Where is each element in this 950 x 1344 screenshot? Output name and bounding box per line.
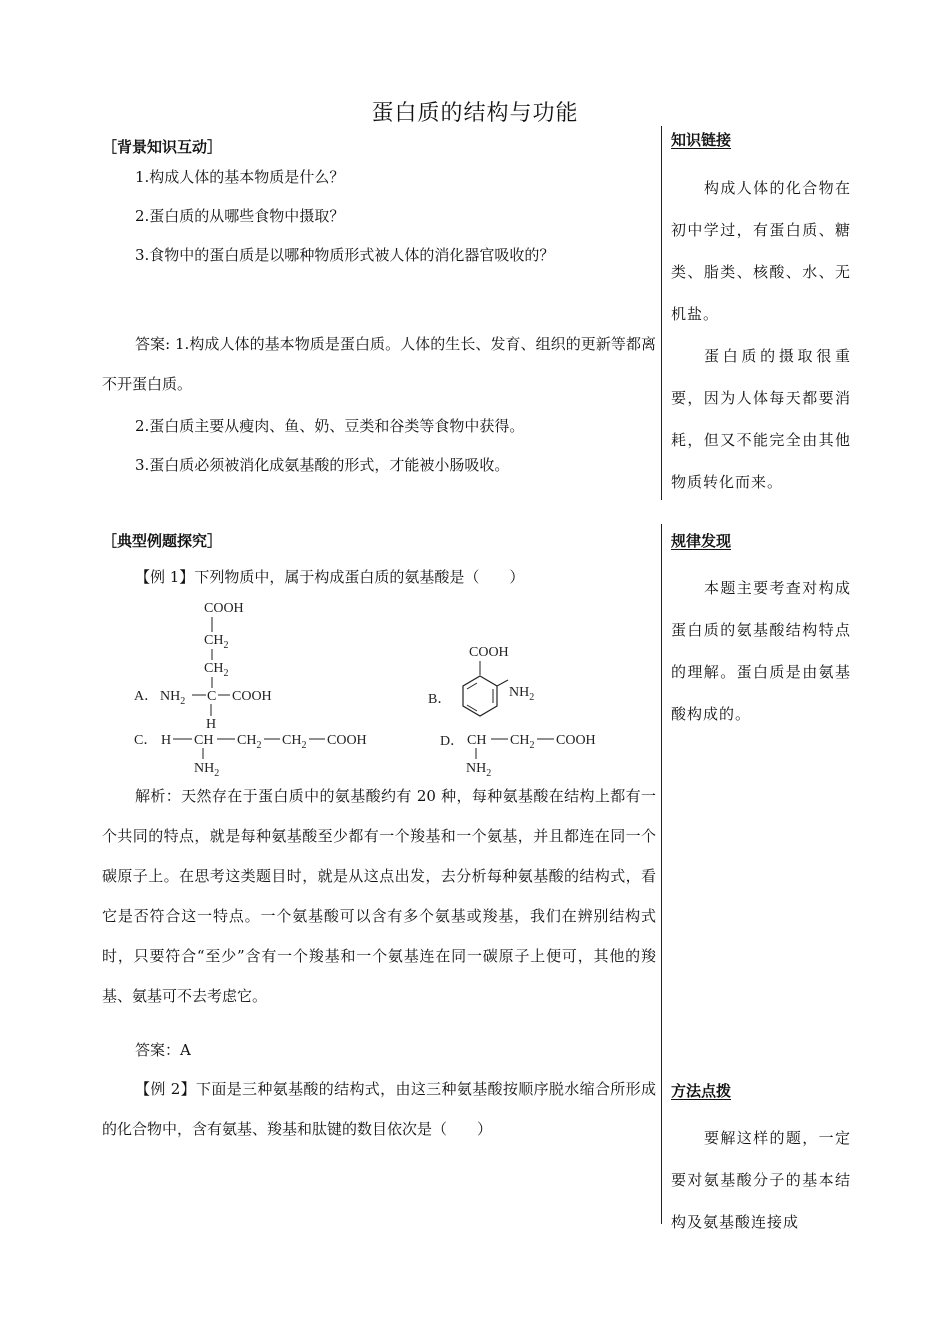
sidebar-method-tips	[671, 1080, 851, 1243]
c-hydrogen: H	[161, 733, 172, 748]
a-cooh-right: COOH	[232, 689, 272, 704]
d-ch: CH	[467, 733, 487, 748]
option-a-label: A．	[134, 689, 159, 704]
c-nh2: $NH_2$	[194, 761, 220, 779]
d-cooh: COOH	[556, 733, 596, 748]
d-nh2: $NH_2$	[466, 761, 492, 779]
example-1-text: 下列物质中，属于构成蛋白质的氨基酸是（ ）	[194, 568, 525, 586]
example-1-label: 【例 1】	[135, 568, 195, 586]
a-cooh-top: COOH	[204, 601, 244, 616]
sidebar-paragraph: 本题主要考查对构成蛋白质的氨基酸结构特点的理解。蛋白质是由氨基酸构成的。	[671, 579, 851, 723]
page-title: 蛋白质的结构与功能	[371, 101, 579, 126]
sidebar-paragraph: 构成人体的化合物在初中学过，有蛋白质、糖类、脂类、核酸、水、无机盐。	[671, 179, 851, 323]
c-ch2-1: $CH_2$	[237, 733, 262, 751]
b-nh2: $NH_2$	[509, 685, 535, 703]
example-2-question	[102, 1069, 656, 1149]
section-heading-background: ［背景知识互动］	[102, 138, 223, 156]
c-cooh: COOH	[327, 733, 367, 748]
example-1-question	[102, 557, 656, 597]
benzene-ring	[463, 676, 497, 716]
answer-3: 3.蛋白质必须被消化成氨基酸的形式，才能被小肠吸收。	[135, 456, 510, 474]
question-2: 2.蛋白质的从哪些食物中摄取？	[135, 207, 345, 225]
example-2-label: 【例 2】	[135, 1080, 197, 1098]
option-c-label: C．	[134, 733, 158, 748]
b-cooh: COOH	[469, 645, 509, 660]
example-2-text: 下面是三种氨基酸的结构式，由这三种氨基酸按顺序脱水缩合所形成的化合物中，含有氨基、羧基和肽键的数目依次是（ ）	[102, 1080, 656, 1138]
a-central-carbon: C	[207, 689, 217, 704]
question-1: 1.构成人体的基本物质是什么？	[135, 168, 345, 186]
option-b-label: B．	[428, 692, 452, 707]
column-divider-1	[661, 126, 662, 500]
example-1-analysis: 解析：天然存在于蛋白质中的氨基酸约有 20 种，每种氨基酸在结构上都有一个共同的特点，就是每种氨基酸至少都有一个羧基和一个氨基，并且都连在同一个碳原子上。在思考这类题目时，就是从这点出发，去分析每种氨基酸的结构式，看它是否符合这一特点。一个氨基酸可以含有多个氨基或羧基，我们在辨别结构式时，只要符合“至少”含有一个羧基和一个氨基连在同一碳原子上便可，其他的羧基、氨基可不去考虑它。	[102, 787, 656, 1005]
a-ch2-lower: $CH_2$	[204, 661, 229, 679]
sidebar-paragraph: 要解这样的题，一定要对氨基酸分子的基本结构及氨基酸连接成	[671, 1129, 851, 1231]
section-heading-examples: ［典型例题探究］	[102, 532, 223, 550]
a-hydrogen: H	[206, 717, 217, 732]
sidebar-heading: 知识链接	[671, 131, 732, 149]
column-divider-2	[661, 524, 662, 1224]
c-ch: CH	[194, 733, 214, 748]
a-ch2-upper: $CH_2$	[204, 633, 229, 651]
amino-acid-structures-figure	[130, 594, 610, 784]
sidebar-paragraph: 蛋白质的摄取很重要，因为人体每天都要消耗，但又不能完全由其他物质转化而来。	[671, 347, 851, 491]
sidebar-heading: 方法点拨	[671, 1082, 732, 1100]
d-ch2: $CH_2$	[510, 733, 535, 751]
question-3: 3.食物中的蛋白质是以哪种物质形式被人体的消化器官吸收的？	[135, 246, 555, 264]
example-1-answer: 答案：A	[135, 1041, 191, 1059]
c-ch2-2: $CH_2$	[282, 733, 307, 751]
answer-2: 2.蛋白质主要从瘦肉、鱼、奶、豆类和谷类等食物中获得。	[135, 417, 525, 435]
sidebar-pattern-discovery	[671, 530, 851, 735]
a-nh2: $NH_2$	[160, 689, 186, 707]
option-d-label: D．	[440, 734, 465, 749]
sidebar-knowledge-link	[671, 129, 851, 503]
sidebar-heading: 规律发现	[671, 532, 732, 550]
answer-1: 答案: 1.构成人体的基本物质是蛋白质。人体的生长、发育、组织的更新等都离不开蛋白质。	[102, 335, 656, 393]
